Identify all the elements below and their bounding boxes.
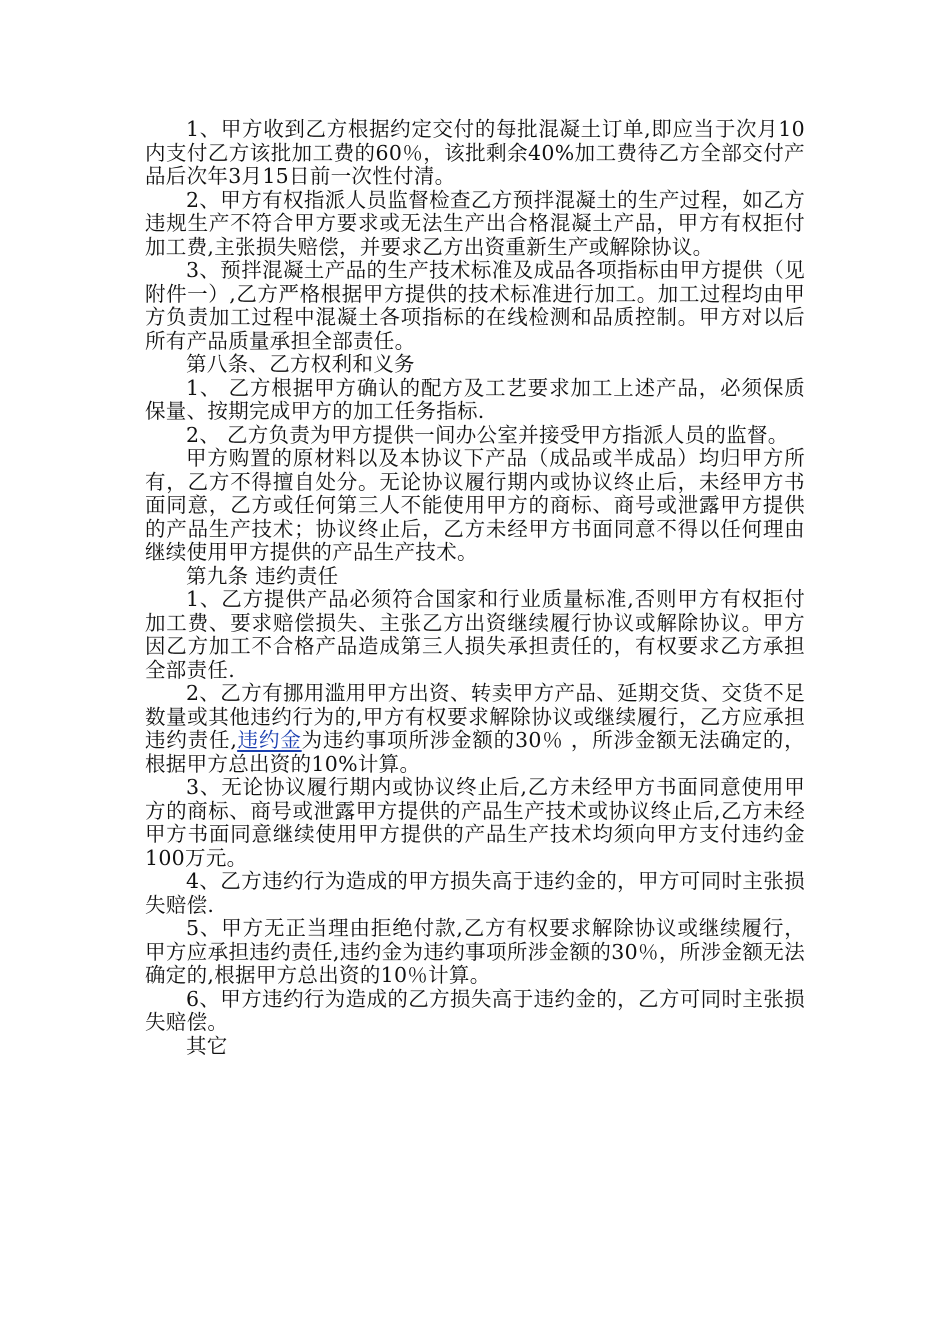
article-8-heading: 第八条、乙方权利和义务 [186, 352, 415, 376]
article-9-item-5: 5、甲方无正当理由拒绝付款,乙方有权要求解除协议或继续履行，甲方应承担违约责任,违约金为违约事项所涉金额的30％，所涉金额无法确定的,根据甲方总出资的10％计算。 [145, 916, 805, 987]
article-9-item-1: 1、乙方提供产品必须符合国家和行业质量标准,否则甲方有权拒付加工费、要求赔偿损失、主张乙方出资继续履行协议或解除协议。甲方因乙方加工不合格产品造成第三人损失承担责任的，有权要求乙方承担全部责任. [145, 587, 805, 682]
article-9-item-4: 4、乙方违约行为造成的甲方损失高于违约金的，甲方可同时主张损失赔偿. [145, 869, 805, 917]
article-9-heading: 第九条 违约责任 [186, 563, 339, 588]
article-9-item-2-text-a: 2、乙方有挪用滥用甲方出资、转卖甲方产品、延期交货、交货不足数量或其他违约行为的,甲方有权要求解除协议或继续履行，乙方应承担违约责任, [145, 681, 805, 752]
article-10-heading: 其它 [186, 1033, 228, 1058]
article-8-item-1: 1、 乙方根据甲方确认的配方及工艺要求加工上述产品，必须保质保量、按期完成甲方的加工任务指标. [145, 375, 805, 423]
article-9-item-6: 6、甲方违约行为造成的乙方损失高于违约金的，乙方可同时主张损失赔偿。 [145, 986, 805, 1034]
ownership-paragraph: 甲方购置的原材料以及本协议下产品（成品或半成品）均归甲方所有，乙方不得擅自处分。无论协议履行期内或协议终止后，未经甲方书面同意，乙方或任何第三人不能使用甲方的商标、商号或泄露甲方提供的产品生产技术；协议终止后，乙方未经甲方书面同意不得以任何理由继续使用甲方提供的产品生产技术。 [145, 446, 805, 564]
clause-7-item-1: 1、甲方收到乙方根据约定交付的每批混凝土订单,即应当于次月10内支付乙方该批加工费的60％，该批剩余40%加工费待乙方全部交付产品后次年3月15日前一次性付清。 [145, 117, 805, 188]
article-9-item-2-text-b: 为违约事项所涉金额的30％ ，所涉金额无法确定的，根据甲方总出资的10%计算。 [145, 728, 805, 776]
clause-7-item-3: 3、预拌混凝土产品的生产技术标准及成品各项指标由甲方提供（见附件一）,乙方严格根据甲方提供的技术标准进行加工。加工过程均由甲方负责加工过程中混凝土各项指标的在线检测和品质控制。甲方对以后所有产品质量承担全部责任。 [145, 258, 805, 353]
article-8-item-2: 2、 乙方负责为甲方提供一间办公室并接受甲方指派人员的监督。 [186, 422, 789, 447]
clause-7-item-2: 2、甲方有权指派人员监督检查乙方预拌混凝土的生产过程，如乙方违规生产不符合甲方要求或无法生产出合格混凝土产品，甲方有权拒付加工费,主张损失赔偿，并要求乙方出资重新生产或解除协议。 [145, 187, 805, 259]
penalty-link[interactable]: 违约金 [237, 728, 302, 752]
document-body [145, 118, 805, 1058]
article-9-item-3: 3、无论协议履行期内或协议终止后,乙方未经甲方书面同意使用甲方的商标、商号或泄露甲方提供的产品生产技术或协议终止后,乙方未经甲方书面同意继续使用甲方提供的产品生产技术均须向甲方支付违约金100万元。 [145, 775, 805, 870]
article-9-item-2 [145, 682, 805, 776]
